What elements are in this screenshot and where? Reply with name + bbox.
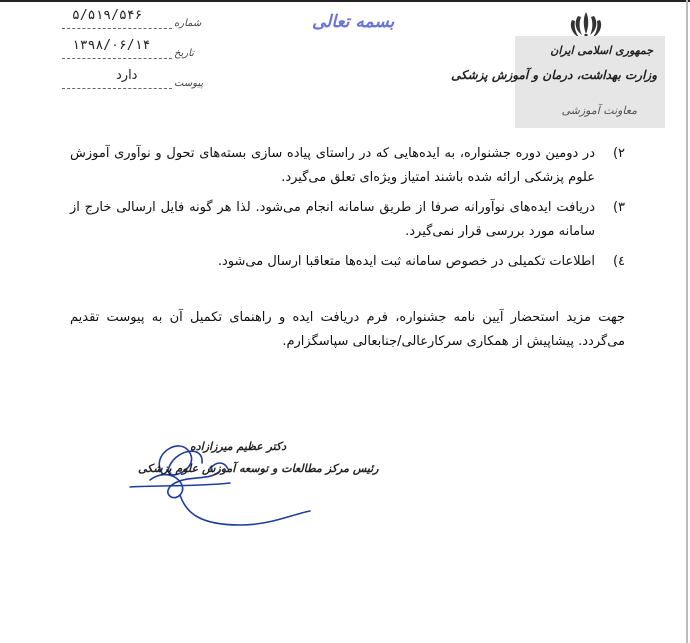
top-border [0, 0, 690, 2]
attachment-line [62, 88, 172, 89]
attachment-label: پیوست [174, 78, 204, 89]
number-line [62, 28, 172, 29]
right-scrollbar-edge [686, 0, 688, 643]
list-item [70, 250, 625, 274]
org-line-deputy: معاونت آموزشی [561, 104, 637, 117]
date-row [56, 36, 196, 66]
signatory-title: رئیس مرکز مطالعات و توسعه آموزش علوم پزشکی [138, 462, 379, 475]
attachment-row [56, 66, 204, 96]
basmala-heading: بسمه تعالی [312, 12, 395, 32]
item-number: ۲) [612, 146, 625, 161]
date-label: تاریخ [174, 48, 194, 59]
closing-paragraph: جهت مزید استحضار آیین نامه جشنواره، فرم دریافت ایده و راهنمای تکمیل آن به پیوست تقدیم می‌گردد. پیشاپیش از همکاری سرکارعالی/جنابعالی سپاسگزارم. [70, 310, 625, 349]
org-line-ministry: وزارت بهداشت، درمان و آموزش پزشکی [451, 68, 657, 82]
number-value: ۵/۵۱۹/۵۴۶ [72, 8, 143, 23]
ministry-header-box [451, 36, 665, 128]
item-number: ۳) [612, 200, 625, 215]
number-row [56, 6, 202, 36]
number-label: شماره [174, 18, 202, 29]
item-text: در دومین دوره جشنواره، به ایده‌هایی که در راستای پیاده سازی بسته‌های تحول و نوآوری آموزش علوم پزشکی ارائه شده باشند امتیاز ویژه‌ای تعلق می‌گیرد. [70, 146, 595, 185]
item-text: دریافت ایده‌های نوآورانه صرفا از طریق سامانه انجام می‌شود. لذا هر گونه فایل ارسالی خارج از سامانه مورد بررسی قرار نمی‌گیرد. [70, 200, 595, 239]
date-line [62, 58, 172, 59]
list-item [70, 196, 625, 244]
numbered-items [70, 142, 625, 274]
item-number: ٤) [612, 254, 625, 269]
date-value: ۱۳۹۸/۰۶/۱۴ [72, 38, 151, 53]
org-line-country: جمهوری اسلامی ایران [550, 44, 653, 57]
item-text: اطلاعات تکمیلی در خصوص سامانه ثبت ایده‌ها متعاقبا ارسال می‌شود. [217, 254, 595, 269]
list-item [70, 142, 625, 190]
signatory-name: دکتر عظیم میرزازاده [190, 440, 287, 453]
attachment-value: دارد [116, 68, 138, 83]
letter-meta [56, 6, 204, 96]
